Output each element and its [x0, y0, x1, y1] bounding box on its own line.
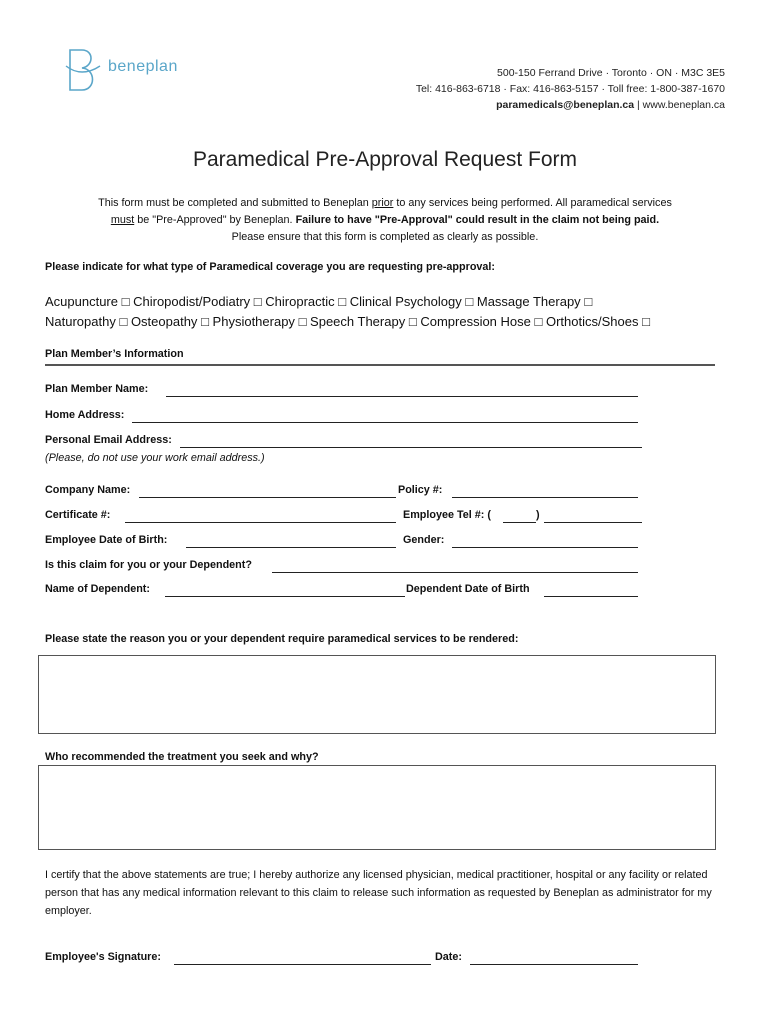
- reason-textarea[interactable]: [38, 655, 716, 734]
- service-option[interactable]: Chiropodist/Podiatry □: [133, 294, 262, 309]
- intro-line-2: [40, 212, 730, 229]
- service-checkbox-list: [45, 292, 735, 332]
- address-line: 500-150 Ferrand Drive · Toronto · ON · M3C 3E5: [497, 67, 725, 79]
- form-title: Paramedical Pre-Approval Request Form: [193, 148, 577, 171]
- service-option[interactable]: Acupuncture □: [45, 294, 130, 309]
- employee-tel-field[interactable]: [544, 512, 642, 523]
- logo-wordmark: beneplan: [108, 58, 178, 75]
- contact-line: [416, 97, 725, 113]
- service-option[interactable]: Physiotherapy □: [212, 314, 307, 329]
- checkbox-icon: □: [408, 314, 417, 329]
- dependent-dob-label: Dependent Date of Birth: [406, 583, 530, 595]
- checkbox-icon: □: [119, 314, 128, 329]
- certification-statement: I certify that the above statements are true; I hereby authorize any licensed physician, medical practitioner, hospital or any facility or related person that has any medical information relevant to this claim to release such information as requested by Beneplan as administrator for my employer.: [45, 869, 712, 917]
- dependent-name-field[interactable]: [165, 586, 405, 597]
- checkbox-icon: □: [201, 314, 209, 329]
- phone-line: Tel: 416-863-6718 · Fax: 416-863-5157 · Toll free: 1-800-387-1670: [415, 83, 725, 95]
- intro-text: to any services being performed. All paramedical services: [393, 197, 672, 209]
- reason-question: Please state the reason you or your dependent require paramedical services to be rendered:: [45, 633, 519, 645]
- checkbox-icon: □: [121, 294, 130, 309]
- claim-for-field[interactable]: [272, 562, 638, 573]
- intro-text: be "Pre-Approved" by Beneplan.: [134, 214, 296, 226]
- date-field[interactable]: [470, 954, 638, 965]
- service-option[interactable]: Speech Therapy □: [310, 314, 417, 329]
- tel-close-paren: ): [536, 509, 540, 521]
- certificate-field[interactable]: [125, 512, 396, 523]
- dependent-name-label: Name of Dependent:: [45, 583, 150, 595]
- company-name-field[interactable]: [139, 487, 396, 498]
- checkbox-icon: □: [584, 294, 593, 309]
- company-address-block: [416, 65, 725, 113]
- form-instructions: [40, 195, 730, 246]
- service-row-2: [45, 312, 735, 332]
- dependent-dob-field[interactable]: [544, 586, 638, 597]
- certificate-label: Certificate #:: [45, 509, 111, 521]
- checkbox-icon: □: [642, 314, 650, 329]
- checkbox-icon: □: [253, 294, 262, 309]
- intro-text: This form must be completed and submitted to Beneplan: [98, 197, 372, 209]
- checkbox-icon: □: [465, 294, 474, 309]
- section-title: Plan Member’s Information: [45, 348, 184, 360]
- service-option[interactable]: Chiropractic □: [265, 294, 347, 309]
- checkbox-icon: □: [298, 314, 307, 329]
- service-option[interactable]: Clinical Psychology □: [349, 294, 474, 309]
- policy-label: Policy #:: [398, 484, 443, 496]
- service-option[interactable]: Naturopathy □: [45, 314, 128, 329]
- service-option[interactable]: Massage Therapy □: [476, 294, 593, 309]
- plan-member-name-label: Plan Member Name:: [45, 383, 149, 395]
- service-option[interactable]: Osteopathy □: [130, 314, 209, 329]
- date-label: Date:: [435, 951, 462, 963]
- personal-email-field[interactable]: [180, 437, 642, 448]
- personal-email-label: Personal Email Address:: [45, 434, 172, 446]
- area-code-field[interactable]: [503, 512, 536, 523]
- service-row-1: [45, 292, 735, 312]
- policy-field[interactable]: [452, 487, 638, 498]
- beneplan-logo: [64, 44, 194, 96]
- recommend-question: Who recommended the treatment you seek and why?: [45, 751, 319, 763]
- service-option[interactable]: Orthotics/Shoes □: [545, 314, 650, 329]
- coverage-question: Please indicate for what type of Paramedical coverage you are requesting pre-approval:: [45, 261, 496, 273]
- service-option[interactable]: Compression Hose □: [420, 314, 543, 329]
- plan-member-name-field[interactable]: [166, 386, 638, 397]
- email-note: (Please, do not use your work email address.): [45, 452, 265, 464]
- intro-line-3: Please ensure that this form is completed as clearly as possible.: [231, 231, 539, 243]
- employee-dob-label: Employee Date of Birth:: [45, 534, 168, 546]
- intro-warning: Failure to have "Pre-Approval" could result in the claim not being paid.: [295, 214, 660, 226]
- gender-field[interactable]: [452, 537, 638, 548]
- section-divider: [45, 364, 715, 366]
- email-link[interactable]: paramedicals@beneplan.ca: [496, 99, 635, 111]
- checkbox-icon: □: [534, 314, 543, 329]
- claim-for-label: Is this claim for you or your Dependent?: [45, 559, 252, 571]
- company-name-label: Company Name:: [45, 484, 131, 496]
- home-address-label: Home Address:: [45, 409, 125, 421]
- logo-mark-icon: [64, 44, 104, 96]
- home-address-field[interactable]: [132, 412, 638, 423]
- signature-label: Employee's Signature:: [45, 951, 161, 963]
- checkbox-icon: □: [338, 294, 347, 309]
- gender-label: Gender:: [403, 534, 445, 546]
- website-link[interactable]: | www.beneplan.ca: [634, 99, 725, 111]
- employee-dob-field[interactable]: [186, 537, 396, 548]
- employee-tel-label: Employee Tel #: (: [403, 509, 491, 521]
- intro-must: must: [110, 214, 135, 226]
- intro-line-1: [40, 195, 730, 212]
- intro-prior: prior: [371, 197, 394, 209]
- signature-field[interactable]: [174, 954, 431, 965]
- recommend-textarea[interactable]: [38, 765, 716, 850]
